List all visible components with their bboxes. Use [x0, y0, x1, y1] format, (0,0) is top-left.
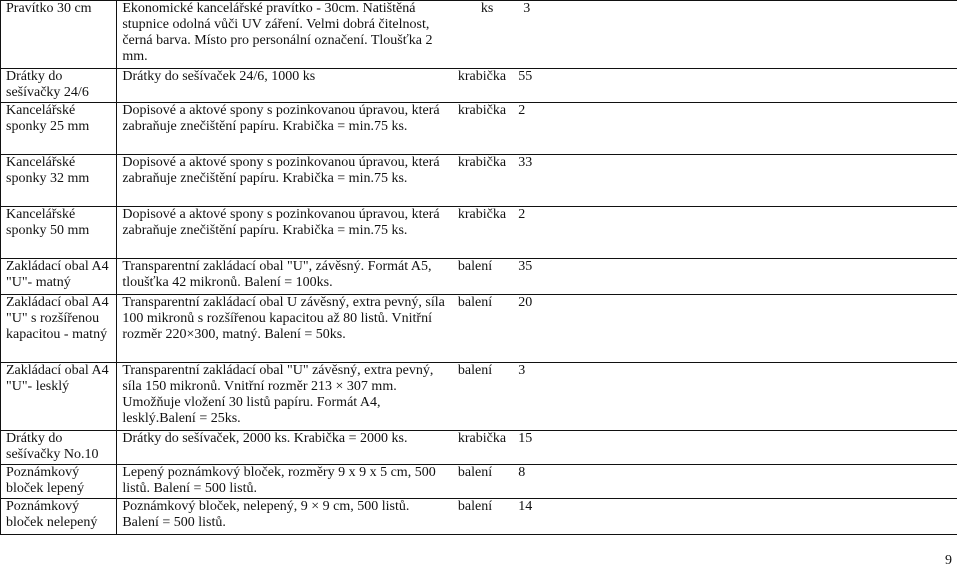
table-row — [1, 155, 958, 207]
item-quantity: 35 — [513, 259, 957, 295]
item-unit: balení — [453, 295, 513, 363]
table-row — [1, 295, 958, 363]
item-name: Kancelářské sponky 25 mm — [1, 103, 117, 155]
item-description: Dopisové a aktové spony s pozinkovanou úpravou, která zabraňuje znečištění papíru. Krabička = min.75 ks. — [117, 207, 453, 259]
item-unit: krabička — [453, 155, 513, 207]
item-description: Lepený poznámkový bloček, rozměry 9 x 9 x 5 cm, 500 listů. Balení = 500 listů. — [117, 465, 453, 499]
item-name: Poznámkový bloček lepený — [1, 465, 117, 499]
item-description: Transparentní zakládací obal "U", závěsný. Formát A5, tloušťka 42 mikronů. Balení = 100ks. — [117, 259, 453, 295]
item-unit: balení — [453, 363, 513, 431]
table-row — [1, 431, 958, 465]
item-unit: krabička — [453, 431, 513, 465]
item-quantity: 2 — [513, 103, 957, 155]
item-description: Poznámkový bloček, nelepený, 9 × 9 cm, 500 listů. Balení = 500 listů. — [117, 499, 453, 535]
item-unit: krabička — [453, 69, 513, 103]
item-unit: balení — [453, 465, 513, 499]
item-name: Zakládací obal A4 "U" s rozšířenou kapacitou - matný — [1, 295, 117, 363]
table-row — [1, 207, 958, 259]
item-name: Pravítko 30 cm — [1, 1, 117, 69]
item-unit: balení — [453, 259, 513, 295]
table-row — [1, 363, 958, 431]
item-name: Drátky do sešívačky 24/6 — [1, 69, 117, 103]
item-quantity: 20 — [513, 295, 957, 363]
item-quantity: 8 — [513, 465, 957, 499]
item-quantity: 15 — [513, 431, 957, 465]
page-number: 9 — [945, 553, 952, 568]
table-row — [1, 69, 958, 103]
item-description: Transparentní zakládací obal U závěsný, extra pevný, síla 100 mikronů s rozšířenou kapacitou až 80 listů. Vnitřní rozměr 220×300, matný. Balení = 50ks. — [117, 295, 453, 363]
item-name: Drátky do sešívačky No.10 — [1, 431, 117, 465]
table-row — [1, 499, 958, 535]
table-row — [1, 103, 958, 155]
item-quantity: 33 — [513, 155, 957, 207]
item-description: Drátky do sešívaček, 2000 ks. Krabička = 2000 ks. — [117, 431, 453, 465]
item-description: Drátky do sešívaček 24/6, 1000 ks — [117, 69, 453, 103]
item-unit: krabička — [453, 207, 513, 259]
item-name: Zakládací obal A4 "U"- matný — [1, 259, 117, 295]
table-row — [1, 465, 958, 499]
item-quantity: 14 — [513, 499, 957, 535]
item-name: Kancelářské sponky 32 mm — [1, 155, 117, 207]
table-row — [1, 1, 958, 69]
item-name: Poznámkový bloček nelepený — [1, 499, 117, 535]
item-description: Dopisové a aktové spony s pozinkovanou úpravou, která zabraňuje znečištění papíru. Krabička = min.75 ks. — [117, 155, 453, 207]
item-name: Kancelářské sponky 50 mm — [1, 207, 117, 259]
item-quantity: 2 — [513, 207, 957, 259]
table-row — [1, 259, 958, 295]
item-unit: krabička — [453, 103, 513, 155]
item-description: Ekonomické kancelářské pravítko - 30cm. Natištěná stupnice odolná vůči UV záření. Velmi dobrá čitelnost, černá barva. Místo pro personální označení. Tloušťka 2 mm. — [117, 1, 453, 69]
item-description: Dopisové a aktové spony s pozinkovanou úpravou, která zabraňuje znečištění papíru. Krabička = min.75 ks. — [117, 103, 453, 155]
item-quantity: 3 — [513, 363, 957, 431]
item-description: Transparentní zakládací obal "U" závěsný, extra pevný, síla 150 mikronů. Vnitřní rozměr 213 × 307 mm. Umožňuje vložení 30 listů papíru. Formát A4, lesklý.Balení = 25ks. — [117, 363, 453, 431]
item-unit: ks — [453, 1, 513, 69]
item-quantity: 3 — [513, 1, 957, 69]
item-name: Zakládací obal A4 "U"- lesklý — [1, 363, 117, 431]
item-unit: balení — [453, 499, 513, 535]
item-quantity: 55 — [513, 69, 957, 103]
